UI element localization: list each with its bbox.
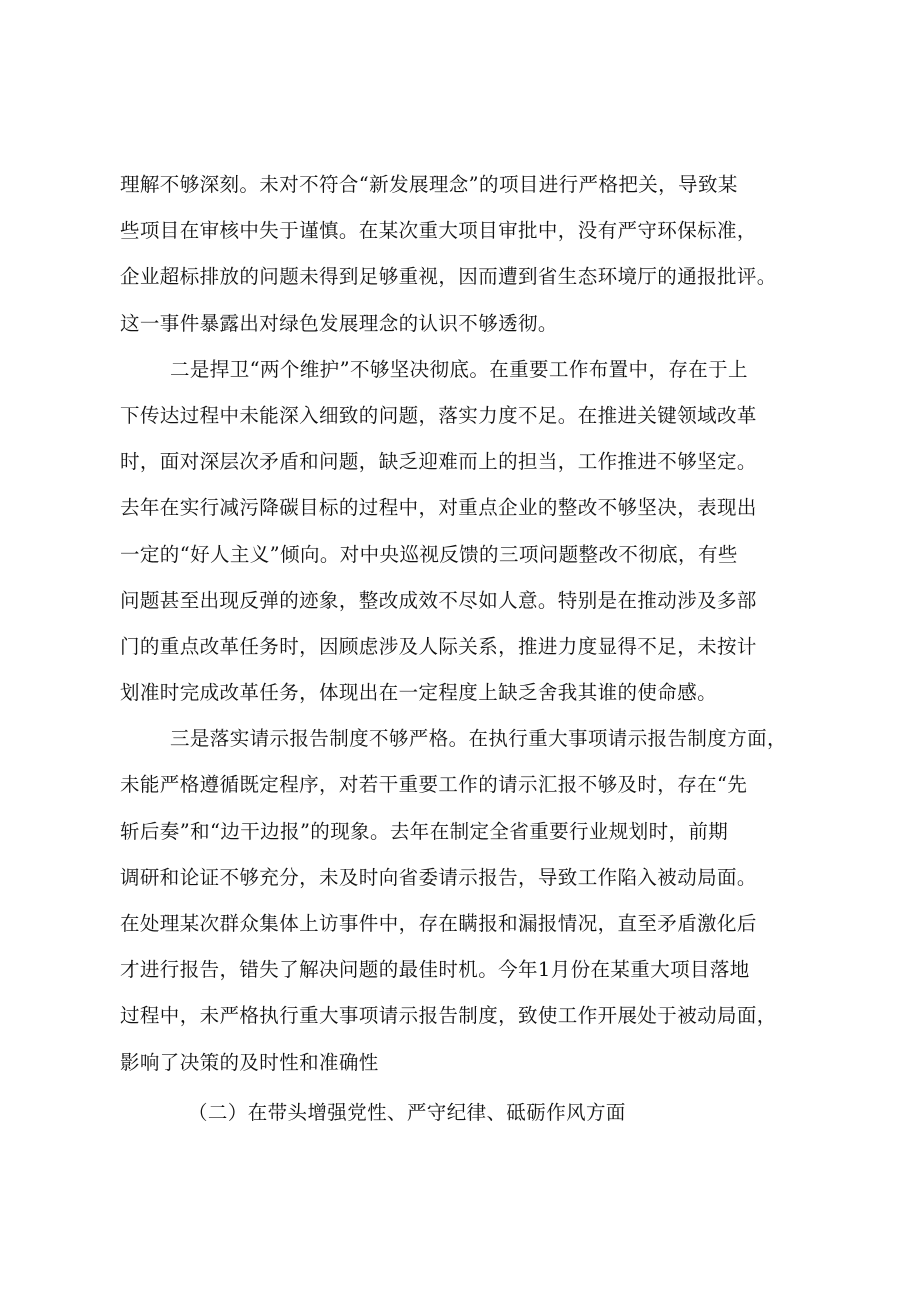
paragraph-line: 才进行报告，错失了解决问题的最佳时机。今年1月份在某重大项目落地: [120, 958, 750, 982]
paragraph-line: 理解不够深刻。未对不符合“新发展理念”的项目进行严格把关，导致某: [120, 173, 738, 196]
paragraph-line: 下传达过程中未能深入细致的问题，落实力度不足。在推进关键领域改革: [120, 403, 757, 427]
paragraph-1: [120, 162, 836, 347]
paragraph-line: 一定的“好人主义”倾向。对中央巡视反馈的三项问题整改不彻底，有些: [120, 542, 738, 566]
paragraph-line: 未能严格遵循既定程序，对若干重要工作的请示汇报不够及时，存在“先: [120, 773, 748, 797]
section-heading: （二）在带头增强党性、严守纪律、砥砺作风方面: [188, 1100, 626, 1124]
paragraph-line: 这一事件暴露出对绿色发展理念的认识不够透彻。: [120, 311, 558, 335]
paragraph-2: [120, 347, 836, 717]
paragraph-line: 过程中，未严格执行重大事项请示报告制度，致使工作开展处于被动局面，: [120, 1004, 777, 1028]
paragraph-line: 划准时完成改革任务，体现出在一定程度上缺乏舍我其谁的使命感。: [120, 681, 718, 705]
paragraph-line: 企业超标排放的问题未得到足够重视，因而遭到省生态环境厅的通报批评。: [120, 265, 777, 289]
paragraph-line: 在处理某次群众集体上访事件中，存在瞒报和漏报情况，直至矛盾激化后: [120, 912, 757, 935]
paragraph-line: 些项目在审核中失于谨慎。在某次重大项目审批中，没有严守环保标准，: [120, 219, 757, 243]
paragraph-line: 问题甚至出现反弹的迹象，整改成效不尽如人意。特别是在推动涉及多部: [120, 588, 757, 612]
paragraph-line: 二是捍卫“两个维护”不够坚决彻底。在重要工作布置中，存在于上: [170, 357, 748, 381]
paragraph-line: 去年在实行减污降碳目标的过程中，对重点企业的整改不够坚决，表现出: [120, 496, 757, 520]
paragraph-3: [120, 716, 836, 1086]
paragraph-line: 时，面对深层次矛盾和问题，缺乏迎难而上的担当，工作推进不够坚定。: [120, 450, 757, 474]
paragraph-line: 斩后奏”和“边干边报”的现象。去年在制定全省重要行业规划时，前期: [120, 819, 729, 843]
document-body: [120, 162, 836, 1136]
paragraph-line: 三是落实请示报告制度不够严格。在执行重大事项请示报告制度方面，: [170, 727, 787, 751]
paragraph-line: 影响了决策的及时性和准确性: [120, 1050, 379, 1074]
paragraph-line: 调研和论证不够充分，未及时向省委请示报告，导致工作陷入被动局面。: [120, 865, 757, 889]
paragraph-line: 门的重点改革任务时，因顾虑涉及人际关系，推进力度显得不足，未按计: [120, 634, 757, 658]
